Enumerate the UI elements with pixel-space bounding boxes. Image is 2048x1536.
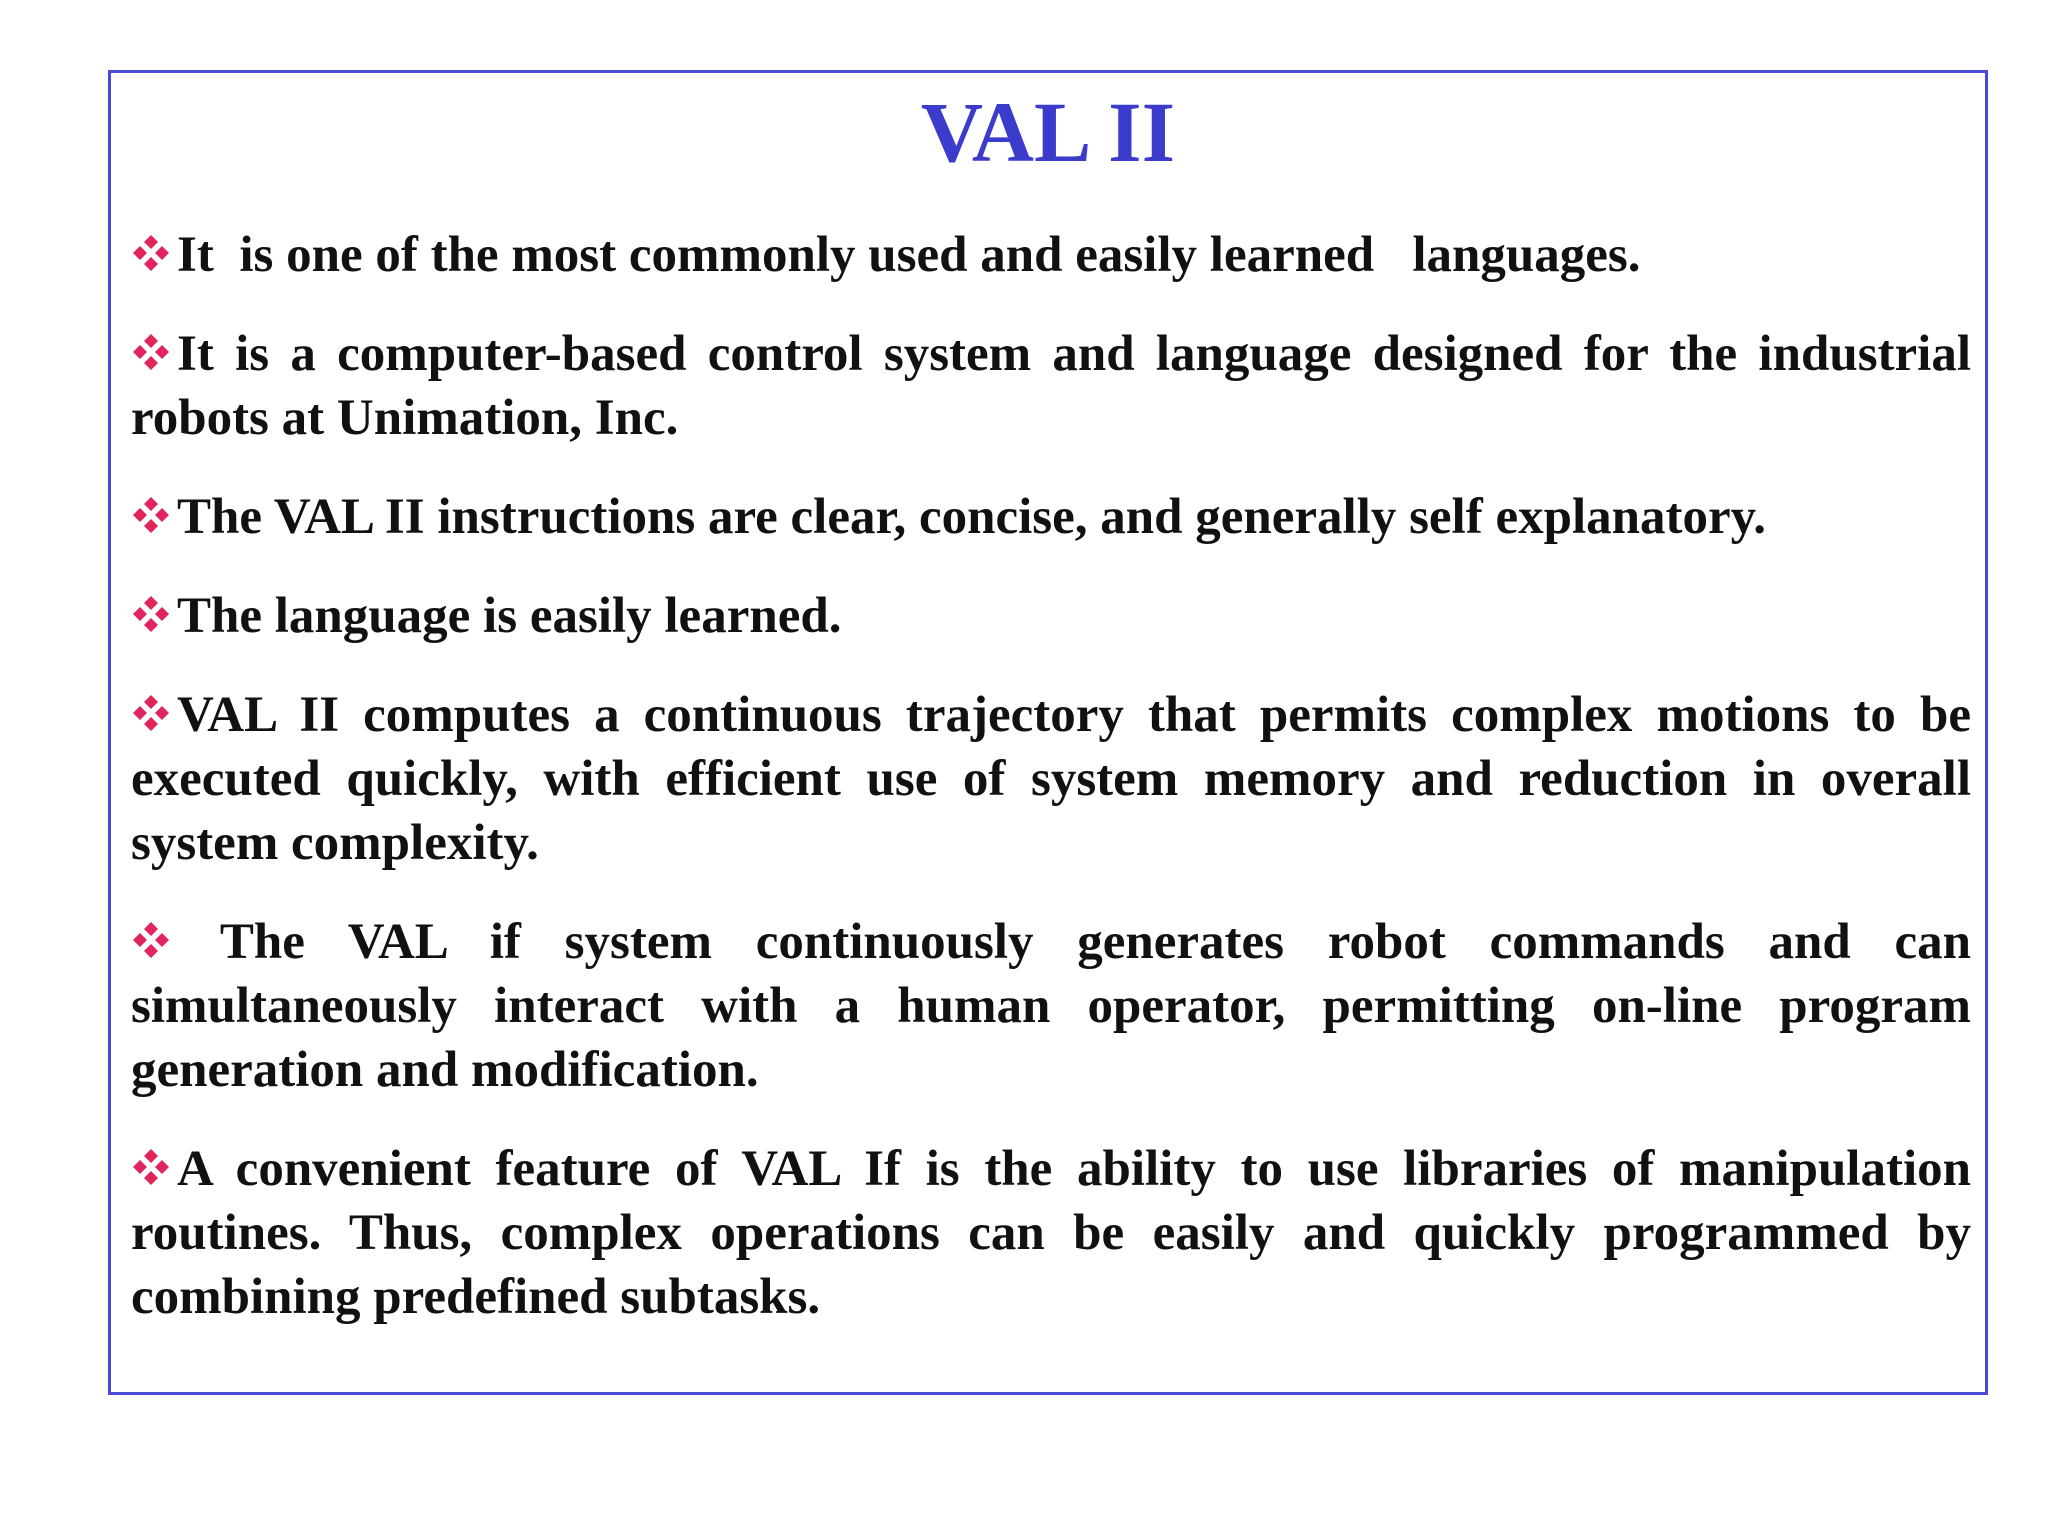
bullet-item — [131, 910, 1971, 1102]
four-diamond-bullet-icon — [131, 594, 171, 634]
bullet-text: It is a computer-based control system and language designed for the industrial robots at Unimation, Inc. — [131, 326, 1971, 446]
bullet-text: VAL II computes a continuous trajectory that permits complex motions to be executed quickly, with efficient use of system memory and reduction in overall system complexity. — [131, 687, 1971, 871]
four-diamond-bullet-icon — [131, 1147, 171, 1187]
bullet-item — [131, 584, 1971, 648]
bullet-item — [131, 485, 1971, 549]
four-diamond-bullet-icon — [131, 693, 171, 733]
bullet-text: The VAL II instructions are clear, concise, and generally self explanatory. — [177, 489, 1767, 545]
four-diamond-bullet-icon — [131, 233, 171, 273]
slide-title: VAL II — [920, 84, 1176, 180]
bullet-item — [131, 223, 1971, 287]
bullet-list — [131, 223, 1971, 1364]
bullet-text: The language is easily learned. — [177, 588, 842, 644]
bullet-text: A convenient feature of VAL If is the ability to use libraries of manipulation routines. Thus, complex operations can be easily and quickly programmed by combining predefined subtasks. — [131, 1141, 1971, 1325]
bullet-text: The VAL if system continuously generates robot commands and can simultaneously interact with a human operator, permitting on-line program generation and modification. — [131, 914, 1971, 1098]
four-diamond-bullet-icon — [131, 332, 171, 372]
bullet-text: It is one of the most commonly used and easily learned languages. — [177, 227, 1641, 283]
bullet-item — [131, 1137, 1971, 1329]
bullet-item — [131, 683, 1971, 875]
bullet-item — [131, 322, 1971, 450]
four-diamond-bullet-icon — [131, 920, 171, 960]
four-diamond-bullet-icon — [131, 495, 171, 535]
slide-frame — [108, 70, 1988, 1395]
